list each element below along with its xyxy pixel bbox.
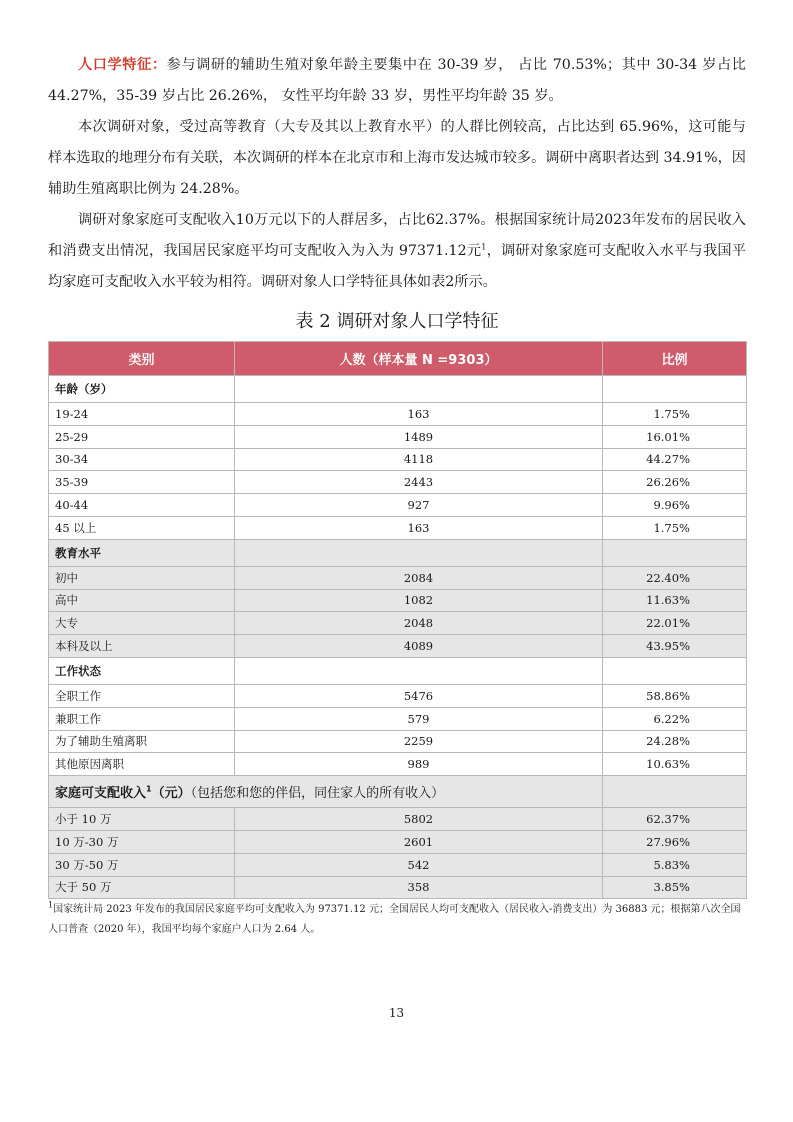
row-label: 小于 10 万 bbox=[49, 808, 235, 831]
row-count: 1082 bbox=[235, 589, 603, 612]
row-count: 579 bbox=[235, 707, 603, 730]
row-label: 10 万-30 万 bbox=[49, 830, 235, 853]
row-label: 35-39 bbox=[49, 471, 235, 494]
row-ratio: 3.85% bbox=[603, 876, 747, 899]
row-ratio: 5.83% bbox=[603, 853, 747, 876]
row-ratio: 24.28% bbox=[603, 730, 747, 753]
row-ratio: 58.86% bbox=[603, 684, 747, 707]
income-text-a: 调研对象家庭可支配收入10万元以下的人群居多，占比62.37%。根据国家统计局2023年发布的居民收入和消费支出情况，我国居民家庭平均可支配收入为入为 97371.12元 bbox=[48, 212, 746, 259]
table-row bbox=[49, 753, 747, 776]
table-caption: 表 2 调研对象人口学特征 bbox=[295, 311, 499, 332]
row-label: 30 万-50 万 bbox=[49, 853, 235, 876]
row-ratio: 26.26% bbox=[603, 471, 747, 494]
section-title: 年龄（岁） bbox=[49, 376, 235, 403]
row-count: 2259 bbox=[235, 730, 603, 753]
row-count: 2601 bbox=[235, 830, 603, 853]
table-row bbox=[49, 876, 747, 899]
table-row bbox=[49, 808, 747, 831]
section-row-education bbox=[49, 539, 747, 566]
row-count: 4089 bbox=[235, 635, 603, 658]
page-number: 13 bbox=[388, 1006, 405, 1020]
row-label: 其他原因离职 bbox=[49, 753, 235, 776]
income-title: 家庭可支配收入 bbox=[55, 786, 147, 802]
row-label: 40-44 bbox=[49, 494, 235, 517]
row-count: 5802 bbox=[235, 808, 603, 831]
row-label: 本科及以上 bbox=[49, 635, 235, 658]
table-row bbox=[49, 589, 747, 612]
paragraph-education bbox=[48, 112, 746, 205]
table-row bbox=[49, 425, 747, 448]
row-label: 30-34 bbox=[49, 448, 235, 471]
income-unit: （元） bbox=[151, 786, 191, 802]
table-row bbox=[49, 830, 747, 853]
section-row-income bbox=[49, 776, 747, 808]
row-label: 初中 bbox=[49, 566, 235, 589]
row-count: 163 bbox=[235, 516, 603, 539]
row-count: 927 bbox=[235, 494, 603, 517]
row-ratio: 6.22% bbox=[603, 707, 747, 730]
row-ratio: 10.63% bbox=[603, 753, 747, 776]
row-label: 19-24 bbox=[49, 403, 235, 426]
row-label: 全职工作 bbox=[49, 684, 235, 707]
demographics-table bbox=[48, 341, 747, 899]
header-category: 类别 bbox=[49, 342, 235, 376]
section-title: 教育水平 bbox=[49, 539, 235, 566]
demographics-text: 参与调研的辅助生殖对象年龄主要集中在 30-39 岁， 占比 70.53%；其中 30-34 岁占比 44.27%，35-39 岁占比 26.26%， 女性平均年龄 33 岁，男性平均年龄 35 岁。 bbox=[48, 57, 746, 104]
header-ratio: 比例 bbox=[603, 342, 747, 376]
row-ratio: 22.40% bbox=[603, 566, 747, 589]
row-ratio: 43.95% bbox=[603, 635, 747, 658]
section-row-work bbox=[49, 657, 747, 684]
row-label: 高中 bbox=[49, 589, 235, 612]
row-count: 4118 bbox=[235, 448, 603, 471]
footnote-ref: 1 bbox=[481, 242, 487, 252]
table-row bbox=[49, 707, 747, 730]
section-title: 工作状态 bbox=[49, 657, 235, 684]
table-row bbox=[49, 730, 747, 753]
row-ratio: 1.75% bbox=[603, 403, 747, 426]
income-text-b: ，调研对象家庭可支配收入水平与我国平均家庭可支配收入水平较为相符。调研对象人口学特征具体如表2所示。 bbox=[48, 243, 746, 290]
row-ratio: 9.96% bbox=[603, 494, 747, 517]
demographics-label: 人口学特征： bbox=[78, 57, 167, 73]
row-label: 大专 bbox=[49, 612, 235, 635]
row-count: 542 bbox=[235, 853, 603, 876]
table-header-row bbox=[49, 342, 747, 376]
row-count: 358 bbox=[235, 876, 603, 899]
income-footnote-ref: 1 bbox=[146, 784, 152, 794]
table-row bbox=[49, 684, 747, 707]
table-row bbox=[49, 853, 747, 876]
paragraph-demographics bbox=[48, 50, 746, 112]
row-label: 为了辅助生殖离职 bbox=[49, 730, 235, 753]
row-label: 大于 50 万 bbox=[49, 876, 235, 899]
row-ratio: 11.63% bbox=[603, 589, 747, 612]
table-row bbox=[49, 516, 747, 539]
row-label: 45 以上 bbox=[49, 516, 235, 539]
row-ratio: 22.01% bbox=[603, 612, 747, 635]
footnote-marker: 1 bbox=[48, 900, 54, 910]
footnote bbox=[48, 900, 748, 940]
education-text: 本次调研对象，受过高等教育（大专及其以上教育水平）的人群比例较高，占比达到 65.96%，这可能与样本选取的地理分布有关联，本次调研的样本在北京市和上海市发达城市较多。调研中离职者达到 34.91%，因辅助生殖离职比例为 24.28%。 bbox=[48, 119, 746, 197]
row-label: 25-29 bbox=[49, 425, 235, 448]
row-count: 5476 bbox=[235, 684, 603, 707]
header-count: 人数（样本量 N =9303） bbox=[235, 342, 603, 376]
row-ratio: 27.96% bbox=[603, 830, 747, 853]
table-row bbox=[49, 635, 747, 658]
row-ratio: 62.37% bbox=[603, 808, 747, 831]
section-row-age bbox=[49, 376, 747, 403]
row-count: 989 bbox=[235, 753, 603, 776]
table-row bbox=[49, 494, 747, 517]
table-row bbox=[49, 612, 747, 635]
section-title bbox=[49, 776, 603, 808]
table-row bbox=[49, 471, 747, 494]
footnote-text: 国家统计局 2023 年发布的我国居民家庭平均可支配收入为 97371.12 元；全国居民人均可支配收入（居民收入-消费支出）为 36883 元；根据第八次全国人口普查（2020 年），我国平均每个家庭户人口为 2.64 人。 bbox=[48, 904, 741, 935]
paragraph-income bbox=[48, 205, 746, 298]
row-label: 兼职工作 bbox=[49, 707, 235, 730]
row-ratio: 44.27% bbox=[603, 448, 747, 471]
table-row bbox=[49, 448, 747, 471]
row-ratio: 16.01% bbox=[603, 425, 747, 448]
row-count: 2443 bbox=[235, 471, 603, 494]
row-count: 163 bbox=[235, 403, 603, 426]
row-count: 2084 bbox=[235, 566, 603, 589]
row-count: 1489 bbox=[235, 425, 603, 448]
income-note: （包括您和您的伴侣，同住家人的所有收入） bbox=[190, 786, 445, 802]
row-count: 2048 bbox=[235, 612, 603, 635]
table-row bbox=[49, 566, 747, 589]
row-ratio: 1.75% bbox=[603, 516, 747, 539]
table-row bbox=[49, 403, 747, 426]
